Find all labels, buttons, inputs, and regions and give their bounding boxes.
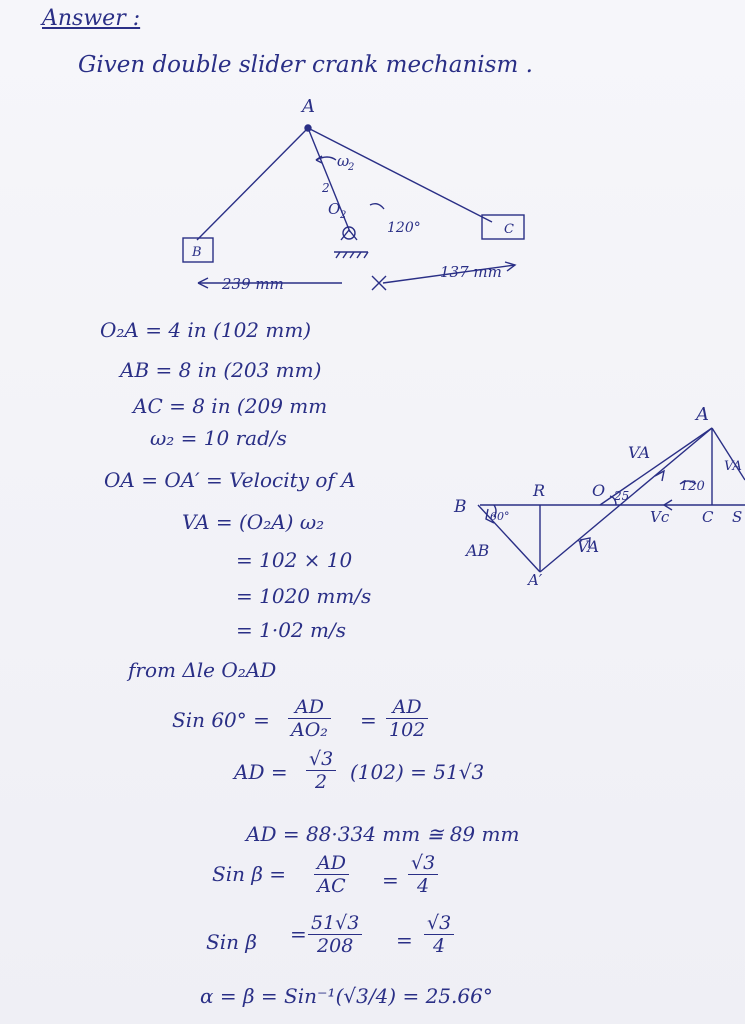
given-ac: AC = 8 in (209 mm	[133, 394, 328, 418]
label-link-number: 2	[322, 181, 330, 195]
vd-label-a: A	[696, 404, 709, 425]
vd-label-120: 120	[680, 479, 705, 494]
vd-label-va-top: VA	[628, 443, 651, 462]
intro-line: Given double slider crank mechanism .	[78, 52, 533, 78]
given-ab: AB = 8 in (203 mm)	[120, 358, 322, 382]
dim-right-label: 137 mm	[440, 263, 502, 281]
label-omega-sub: 2	[348, 162, 355, 173]
ad-value: AD = 88·334 mm ≅ 89 mm	[246, 822, 520, 846]
label-o2: O	[328, 200, 341, 218]
sin60-fraction-2: $\frac{AD}{102}$	[386, 696, 428, 741]
va-step-2: = 1020 mm/s	[236, 584, 372, 608]
sinb-fraction-2: $\frac{√3}{4}$	[408, 852, 438, 897]
vd-label-a-prime: A′	[528, 571, 543, 589]
va-step-1: = 102 × 10	[236, 548, 353, 572]
va-step-3: = 1·02 m/s	[236, 618, 346, 642]
answer-heading: Answer :	[42, 6, 141, 31]
vd-label-25: 25	[614, 489, 630, 503]
vd-label-ab: AB	[466, 541, 490, 560]
vd-label-c: C	[702, 508, 714, 526]
dim-left-label: 239 mm	[222, 275, 284, 293]
sin60-equals: =	[360, 708, 377, 732]
given-omega: ω₂ = 10 rad/s	[150, 426, 287, 450]
va-formula: VA = (O₂A) ω₂	[182, 510, 325, 534]
label-angle: 120°	[387, 220, 421, 236]
sinb2-lhs: Sin β	[206, 930, 257, 954]
sinb2-equals-2: =	[396, 928, 413, 952]
sinb2-equals-1: =	[290, 922, 307, 946]
sin60-lhs: Sin 60° =	[172, 708, 270, 732]
label-a: A	[302, 96, 315, 117]
given-o2a: O₂A = 4 in (102 mm)	[100, 318, 312, 342]
ad-lhs: AD =	[234, 760, 288, 784]
sinb-lhs: Sin β =	[212, 862, 287, 886]
ad-rhs: (102) = 51√3	[350, 760, 485, 784]
from-triangle: from Δle O₂AD	[128, 658, 277, 682]
vd-label-b: B	[454, 497, 467, 517]
vd-label-o: O	[592, 481, 606, 500]
sinb2-fraction-2: $\frac{√3}{4}$	[424, 912, 454, 957]
ad-fraction: $\frac{√3}{2}$	[306, 748, 336, 793]
label-b: B	[192, 245, 202, 260]
vd-label-va-bottom: VA	[577, 537, 600, 556]
sinb2-fraction-1: $\frac{51√3}{208}$	[308, 912, 362, 957]
sinb-equals: =	[382, 868, 399, 892]
vd-label-vc: Vc	[650, 508, 670, 526]
vd-label-va-right: VA	[724, 459, 742, 474]
final-result: α = β = Sin⁻¹(√3/4) = 25.66°	[200, 984, 493, 1008]
vd-label-s: S	[732, 508, 743, 526]
label-o2-sub: 2	[340, 210, 347, 221]
sin60-fraction-1: $\frac{AD}{\text{AO₂}}$	[288, 696, 331, 741]
label-omega: ω	[337, 152, 350, 170]
vd-label-60: 60°	[490, 510, 510, 523]
sinb-fraction-1: $\frac{AD}{AC}$	[314, 852, 349, 897]
velocity-statement: OA = OA′ = Velocity of A	[104, 468, 356, 492]
vd-label-r: R	[533, 481, 546, 500]
label-c: C	[504, 222, 514, 237]
